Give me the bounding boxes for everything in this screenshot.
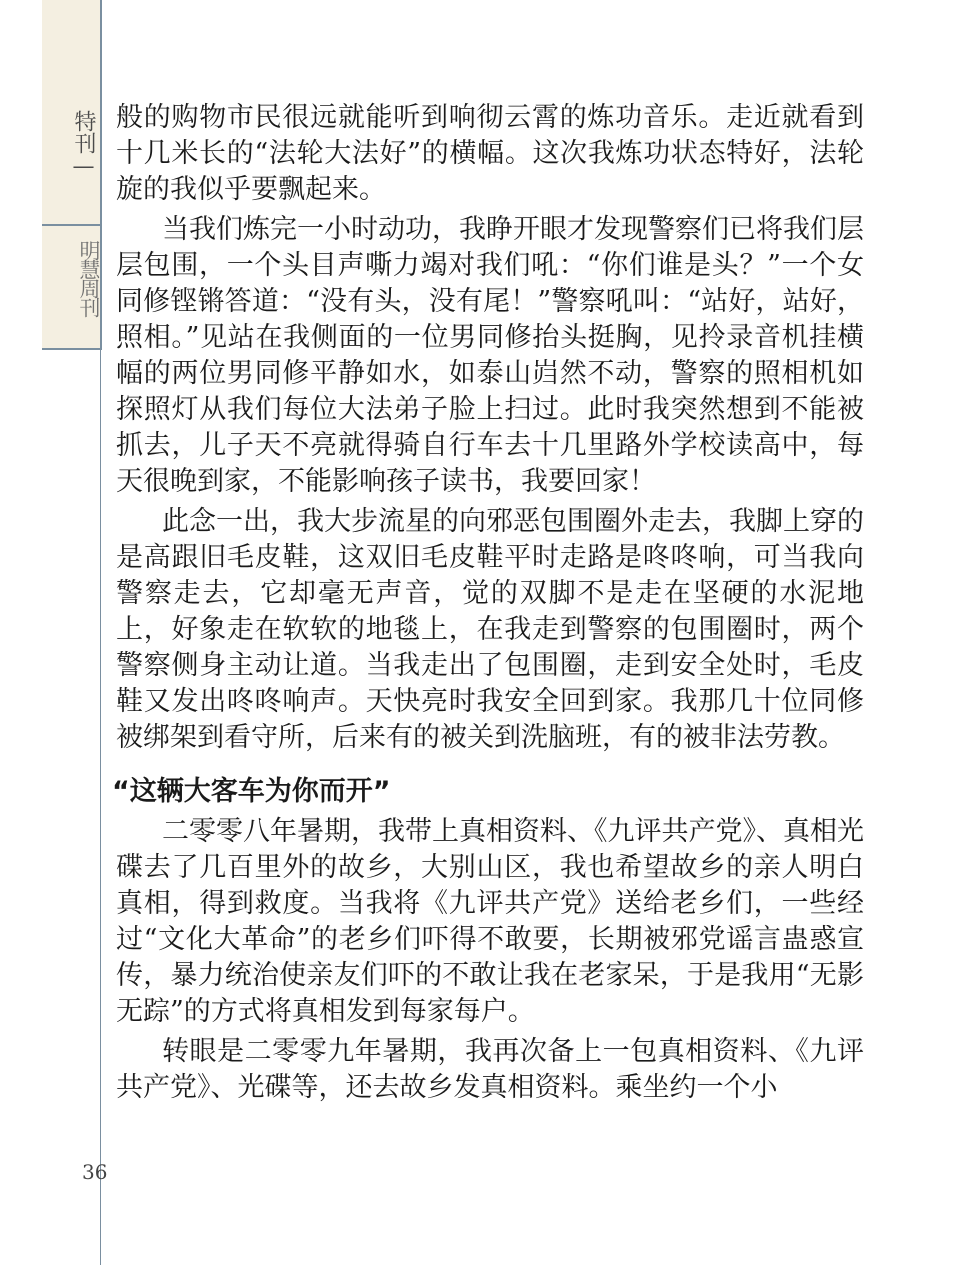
sidebar-divider xyxy=(42,224,100,226)
article-body xyxy=(112,100,864,1106)
margin-rule xyxy=(100,348,101,1265)
paragraph: 当我们炼完一小时动功，我睁开眼才发现警察们已将我们层层包围，一个头目声嘶力竭对我们吼：“你们谁是头？”一个女同修铿锵答道：“没有头，没有尾！”警察吼叫：“站好，站好，照相。”见站在我侧面的一位男同修抬头挺胸，见拎录音机挂横幅的两位男同修平静如水，如泰山岿然不动，警察的照相机如探照灯从我们每位大法弟子脸上扫过。此时我突然想到不能被抓去，儿子天不亮就得骑自行车去十几里路外学校读高中，每天很晚到家，不能影响孩子读书，我要回家！ xyxy=(116,214,864,497)
paragraph: 二零零八年暑期，我带上真相资料、《九评共产党》、真相光碟去了几百里外的故乡，大别山区，我也希望故乡的亲人明白真相，得到救度。当我将《九评共产党》送给老乡们，一些经过“文化大革命”的老乡们吓得不敢要，长期被邪党谣言蛊惑宣传，暴力统治使亲友们吓的不敢让我在老家呆，于是我用“无影无踪”的方式将真相发到每家每户。 xyxy=(116,816,864,1027)
paragraph: 般的购物市民很远就能听到响彻云霄的炼功音乐。走近就看到十几米长的“法轮大法好”的横幅。这次我炼功状态特好，法轮旋的我似乎要飘起来。 xyxy=(116,102,864,205)
section-label: 特刊— xyxy=(71,110,96,179)
page-number: 36 xyxy=(82,1160,108,1184)
paragraph: 此念一出，我大步流星的向邪恶包围圈外走去，我脚上穿的是高跟旧毛皮鞋，这双旧毛皮鞋平时走路是咚咚响，可当我向警察走去，它却毫无声音，觉的双脚不是走在坚硬的水泥地上，好象走在软软的地毯上，在我走到警察的包围圈时，两个警察侧身主动让道。当我走出了包围圈，走到安全处时，毛皮鞋又发出咚咚响声。天快亮时我安全回到家。我那几十位同修被绑架到看守所，后来有的被关到洗脑班，有的被非法劳教。 xyxy=(116,506,864,753)
section-heading: “这辆大客车为你而开” xyxy=(112,776,391,807)
paragraph: 转眼是二零零九年暑期，我再次备上一包真相资料、《九评共产党》、光碟等，还去故乡发真相资料。乘坐约一个小 xyxy=(116,1036,864,1103)
publication-label: 明慧周刊 xyxy=(77,240,101,316)
